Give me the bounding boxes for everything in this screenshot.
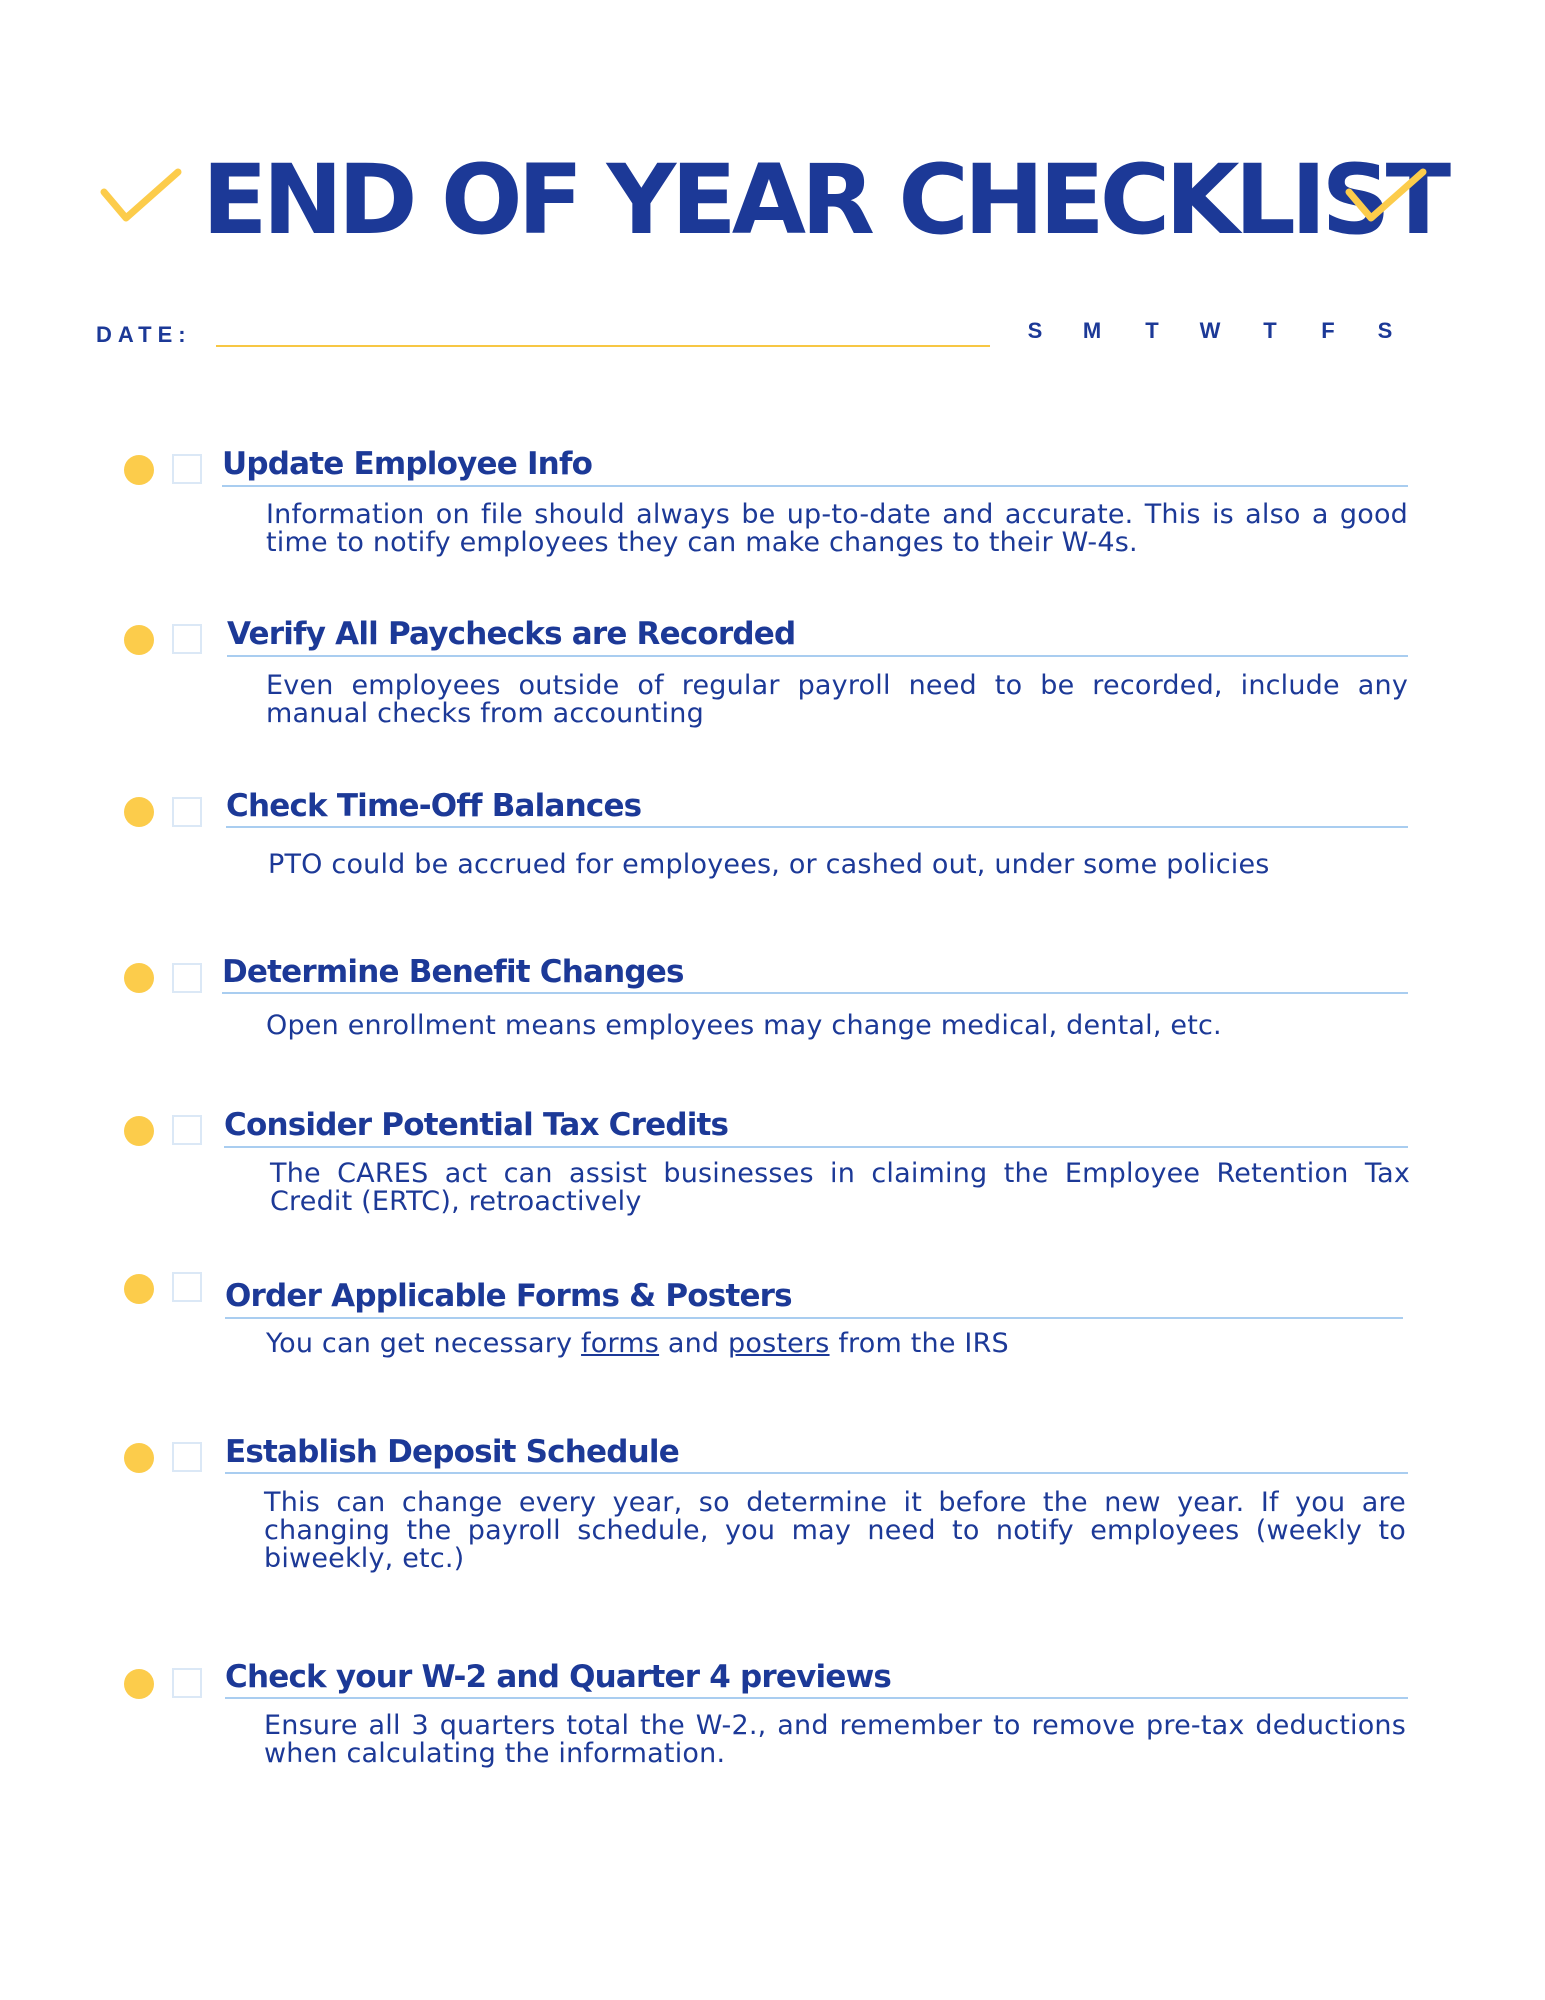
item-description: This can change every year, so determine it before the new year. If you are changing the payroll schedule, you may need to notify employees (weekly to biweekly, etc.) <box>264 1487 1406 1574</box>
checkbox[interactable] <box>172 1115 202 1145</box>
item-description <box>266 1330 1408 1358</box>
forms-link[interactable]: forms <box>581 1328 660 1359</box>
checkbox[interactable] <box>172 1442 202 1472</box>
day-saturday[interactable]: S <box>1377 318 1393 343</box>
item-divider <box>227 655 1408 657</box>
item-title: Update Employee Info <box>222 446 593 482</box>
item-title: Verify All Paychecks are Recorded <box>227 616 796 652</box>
bullet-dot-icon <box>124 625 154 655</box>
description-text: You can get necessary <box>266 1328 582 1359</box>
item-description: Even employees outside of regular payroll need to be recorded, include any manual checks from accounting <box>266 670 1408 729</box>
day-wednesday[interactable]: W <box>1199 318 1221 343</box>
checkbox[interactable] <box>172 963 202 993</box>
checkmark-icon <box>100 166 182 226</box>
item-title: Determine Benefit Changes <box>222 954 684 990</box>
item-divider <box>222 992 1408 994</box>
checkbox[interactable] <box>172 624 202 654</box>
checkmark-icon <box>1345 166 1427 226</box>
checkbox[interactable] <box>172 797 202 827</box>
day-sunday[interactable]: S <box>1027 318 1043 343</box>
page-title: END OF YEAR CHECKLIST <box>202 144 1447 256</box>
item-title: Check your W-2 and Quarter 4 previews <box>225 1659 892 1695</box>
weekday-selector <box>1020 318 1420 348</box>
item-title: Consider Potential Tax Credits <box>224 1107 729 1143</box>
item-description: The CARES act can assist businesses in claiming the Employee Retention Tax Credit (ERTC), retroactively <box>270 1158 1410 1217</box>
bullet-dot-icon <box>124 797 154 827</box>
date-label: DATE: <box>96 322 192 347</box>
day-tuesday[interactable]: T <box>1145 318 1159 343</box>
bullet-dot-icon <box>124 1669 154 1699</box>
description-text: and <box>659 1328 729 1359</box>
item-description: Ensure all 3 quarters total the W-2., and remember to remove pre-tax deductions when calculating the information. <box>264 1710 1406 1769</box>
day-thursday[interactable]: T <box>1263 318 1277 343</box>
description-text: from the IRS <box>829 1328 1009 1359</box>
item-description: Information on file should always be up-to-date and accurate. This is also a good time to notify employees they can make changes to their W-4s. <box>266 499 1408 558</box>
posters-link[interactable]: posters <box>728 1328 830 1359</box>
bullet-dot-icon <box>124 1116 154 1146</box>
item-title: Establish Deposit Schedule <box>225 1434 679 1470</box>
item-title: Check Time-Off Balances <box>226 788 642 824</box>
item-title: Order Applicable Forms & Posters <box>225 1278 792 1314</box>
item-divider <box>222 485 1408 487</box>
checkbox[interactable] <box>172 454 202 484</box>
bullet-dot-icon <box>124 963 154 993</box>
bullet-dot-icon <box>124 455 154 485</box>
checkbox[interactable] <box>172 1668 202 1698</box>
item-description: PTO could be accrued for employees, or cashed out, under some policies <box>268 849 1270 880</box>
item-description: Open enrollment means employees may change medical, dental, etc. <box>266 1010 1222 1041</box>
item-divider <box>225 1472 1408 1474</box>
bullet-dot-icon <box>124 1443 154 1473</box>
item-divider <box>225 1697 1408 1699</box>
checkbox[interactable] <box>172 1272 202 1302</box>
item-divider <box>224 1146 1408 1148</box>
title-row <box>0 140 1545 260</box>
day-monday[interactable]: M <box>1082 318 1102 343</box>
item-divider <box>225 1317 1403 1319</box>
day-friday[interactable]: F <box>1321 318 1335 343</box>
item-divider <box>226 826 1408 828</box>
date-input-line[interactable] <box>216 345 990 347</box>
bullet-dot-icon <box>124 1274 154 1304</box>
